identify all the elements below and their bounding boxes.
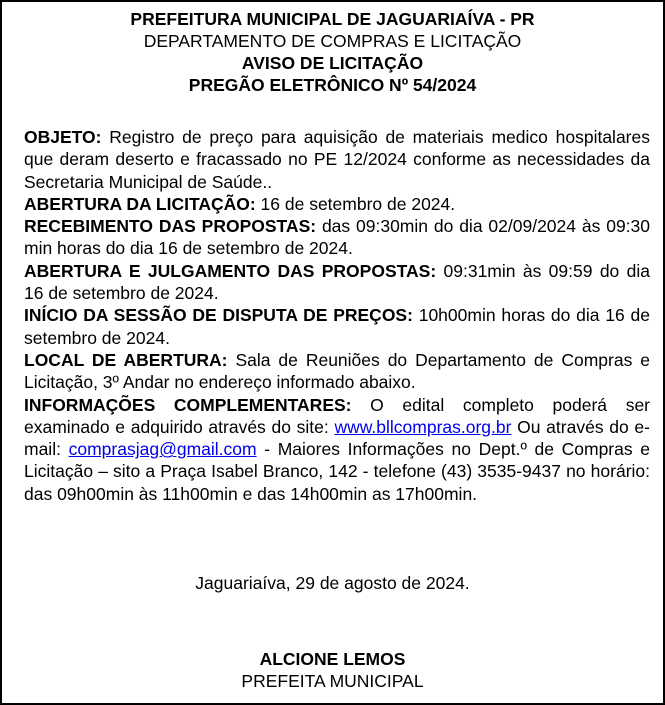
- informacoes-label: INFORMAÇÕES COMPLEMENTARES:: [24, 394, 352, 415]
- section-objeto: [24, 126, 650, 193]
- section-informacoes: [24, 394, 650, 505]
- section-abertura: [24, 193, 650, 215]
- department-title: DEPARTAMENTO DE COMPRAS E LICITAÇÃO: [143, 31, 522, 51]
- section-recebimento: [24, 215, 650, 260]
- local-text: Sala de Reuniões do Departamento de Compras e Licitação, 3º Andar no endereço informado abaixo.: [24, 349, 650, 393]
- disputa-text: 10h00min horas do dia 16 de setembro de 2024.: [24, 305, 650, 348]
- dateline: Jaguariaíva, 29 de agosto de 2024.: [195, 573, 470, 593]
- notice-header: [2, 8, 663, 96]
- julgamento-label: ABERTURA E JULGAMENTO DAS PROPOSTAS:: [24, 260, 437, 281]
- recebimento-label: RECEBIMENTO DAS PROPOSTAS:: [24, 216, 317, 237]
- objeto-text: Registro de preço para aquisição de materiais medico hospitalares que deram deserto e fracassado no PE 12/2024 conforme as necessidades da Secretaria Municipal de Saúde..: [24, 127, 650, 192]
- informacoes-text-contact: - Maiores Informações no Dept.º de Compras e Licitação – sito a Praça Isabel Branco, 142 - telefone (43) 3535-9437 no horário: das 09h00min às 11h00min e das 14h00min as 17h00min.: [24, 439, 651, 504]
- objeto-label: OBJETO:: [24, 127, 102, 147]
- section-local: [24, 349, 650, 394]
- signatory-name: ALCIONE LEMOS: [259, 649, 406, 669]
- julgamento-text: 09:31min às 09:59 do dia 16 de setembro de 2024.: [24, 260, 650, 304]
- local-label: LOCAL DE ABERTURA:: [24, 349, 228, 370]
- informacoes-text-site: O edital completo poderá ser examinado e adquirido através do site:: [24, 394, 651, 437]
- email-link[interactable]: comprasjag@gmail.com: [68, 439, 257, 460]
- municipality-title: PREFEITURA MUNICIPAL DE JAGUARIAÍVA - PR: [130, 9, 535, 29]
- auction-number-title: PREGÃO ELETRÔNICO Nº 54/2024: [188, 75, 477, 95]
- signature-block: [2, 648, 663, 692]
- abertura-label: ABERTURA DA LICITAÇÃO:: [24, 193, 256, 214]
- disputa-label: INÍCIO DA SESSÃO DE DISPUTA DE PREÇOS:: [24, 305, 413, 326]
- notice-body: [24, 126, 650, 505]
- section-julgamento: [24, 260, 650, 305]
- signatory-title: PREFEITA MUNICIPAL: [241, 671, 424, 691]
- recebimento-text: das 09:30min do dia 02/09/2024 às 09:30 min horas do dia 16 de setembro de 2024.: [24, 216, 650, 259]
- abertura-text: 16 de setembro de 2024.: [255, 193, 456, 214]
- informacoes-text-email: Ou através do e-mail:: [24, 416, 650, 460]
- notice-type-title: AVISO DE LICITAÇÃO: [241, 53, 424, 73]
- section-disputa: [24, 304, 650, 349]
- site-link[interactable]: www.bllcompras.org.br: [334, 416, 512, 437]
